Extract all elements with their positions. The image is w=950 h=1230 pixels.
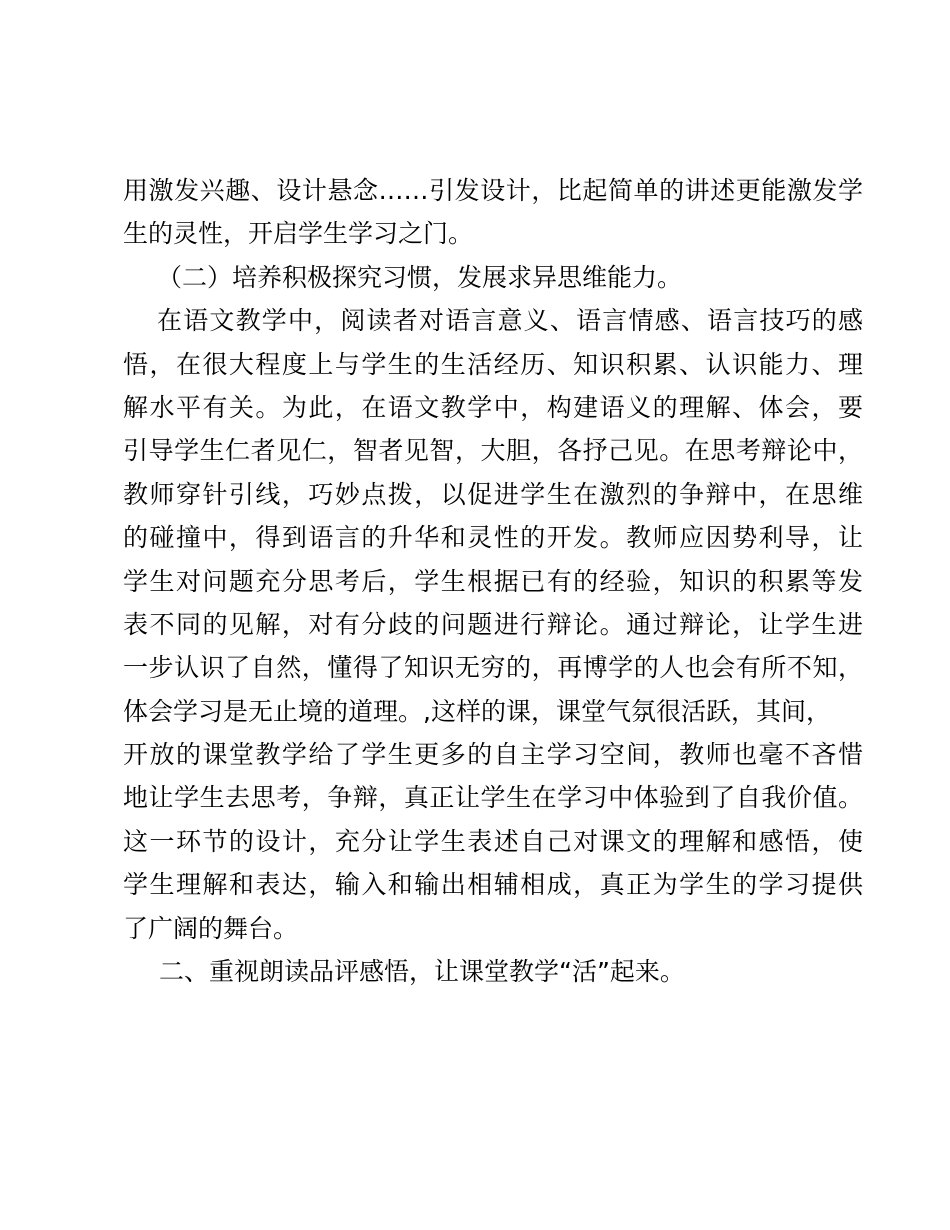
paragraph-line: 一步认识了自然，懂得了知识无穷的，再博学的人也会有所不知， — [123, 653, 863, 683]
paragraph-line: 的碰撞中，得到语言的升华和灵性的开发。教师应因势利导，让 — [123, 523, 863, 553]
paragraph-line: 地让学生去思考，争辩，真正让学生在学习中体验到了自我价值。 — [123, 783, 863, 813]
document-body — [123, 169, 863, 993]
paragraph-line: 开放的课堂教学给了学生更多的自主学习空间，教师也毫不吝惜 — [123, 740, 863, 770]
paragraph-line: 学生对问题充分思考后，学生根据已有的经验，知识的积累等发 — [123, 566, 863, 596]
paragraph-line: 了广阔的舞台。 — [123, 913, 299, 943]
paragraph-line: 生的灵性，开启学生学习之门。 — [123, 219, 474, 249]
paragraph-line: 这一环节的设计，充分让学生表述自己对课文的理解和感悟，使 — [123, 826, 863, 856]
paragraph-line: 解水平有关。为此，在语文教学中，构建语义的理解、体会，要 — [123, 392, 863, 422]
paragraph-line: 在语文教学中，阅读者对语言意义、语言情感、语言技巧的感 — [157, 306, 863, 336]
paragraph-line: 学生理解和表达，输入和输出相辅相成，真正为学生的学习提供 — [123, 870, 863, 900]
paragraph-line: 教师穿针引线，巧妙点拨，以促进学生在激烈的争辩中，在思维 — [123, 479, 863, 509]
section-heading: （二）培养积极探究习惯，发展求异思维能力。 — [157, 262, 683, 292]
paragraph-line: 引导学生仁者见仁，智者见智，大胆，各抒己见。在思考辩论中， — [123, 436, 863, 466]
paragraph-line: 体会学习是无止境的道理。,这样的课，课堂气氛很活跃，其间， — [123, 696, 831, 726]
section-heading: 二、重视朗读品评感悟，让课堂教学“活”起来。 — [159, 957, 685, 987]
paragraph-line: 表不同的见解，对有分歧的问题进行辩论。通过辩论，让学生进 — [123, 609, 863, 639]
paragraph-line: 悟，在很大程度上与学生的生活经历、知识积累、认识能力、理 — [123, 349, 863, 379]
paragraph-line: 用激发兴趣、设计悬念……引发设计，比起简单的讲述更能激发学 — [123, 176, 863, 205]
